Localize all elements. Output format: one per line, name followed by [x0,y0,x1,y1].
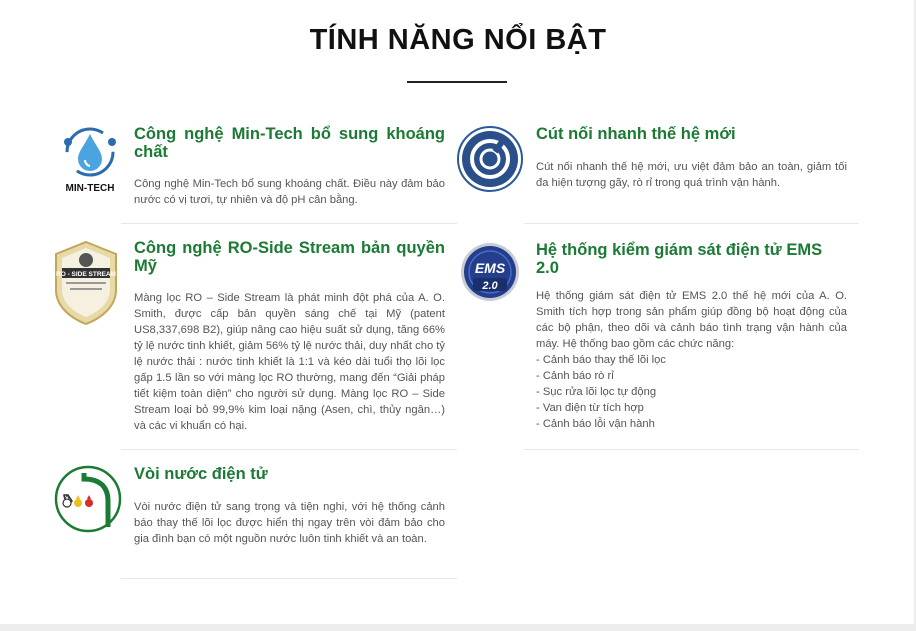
feature-title-ems: Hệ thống kiểm giám sát điện tử EMS 2.0 [536,241,823,277]
section-title: TÍNH NĂNG NỔI BẬT [309,24,607,56]
ems-2-badge-icon [460,242,520,302]
ems-badge-version: 2.0 [482,280,498,292]
min-tech-logo-text: MIN-TECH [65,183,115,194]
electronic-faucet-icon [54,465,122,533]
feature-divider [121,578,457,579]
feature-desc-faucet: Vòi nước điện tử sang trọng và tiện nghi, với hệ thống cảnh báo thay thế lõi lọc được hiển thị ngay trên vòi đảm bảo cho gia đình bạn có một nguồn nước luôn tinh khiết và an toàn. [134,501,445,545]
feature-divider [121,223,457,224]
quick-connector-icon [456,125,524,193]
feature-desc-ems: Hệ thống giám sát điện tử EMS 2.0 thế hệ mới của A. O. Smith tích hợp trong sản phẩm giúp đồng bộ hoạt động của các bộ phận, theo dõi và cảnh báo tình trạng vận hành của máy. Hệ thống bao gồm các chức năng: - Cảnh báo thay thế lõi lọc - Cảnh báo rò rỉ - Sục rửa lõi lọc tự động - Van điện từ tích hợp - Cảnh báo lỗi vận hành [536,290,847,430]
title-underline [407,81,507,83]
feature-divider [524,449,859,450]
feature-divider [121,449,457,450]
feature-title-ro-side-stream: Công nghệ RO-Side Stream bản quyền Mỹ [134,239,445,275]
feature-divider [524,223,859,224]
feature-desc-min-tech: Công nghệ Min-Tech bổ sung khoáng chất. Điều này đảm bảo nước có vị tươi, tự nhiên và độ pH cân bằng. [134,178,445,206]
min-tech-icon [56,126,124,194]
ro-side-stream-badge-icon [52,240,120,326]
feature-desc-ro-side-stream: Màng lọc RO – Side Stream là phát minh đột phá của A. O. Smith, được cấp bản quyền sáng chế tại Mỹ (patent US8,337,698 B2), giúp nâng cao hiệu suất sử dụng, tăng 66% tỷ lệ nước tinh khiết, giảm 56% tỷ lệ nước thải, duy nhất cho tỷ lệ nước thải : nước tinh khiết là 1:1 và kéo dài tuổi thọ lõi lọc gấp 1.5 lần so với màng lọc RO thường, mang đến “Giải pháp tiết kiệm toàn diện” cho người sử dụng. Màng lọc RO – Side Stream loại bỏ 99,9% kim loại nặng (Asen, chì, thủy ngân…) và các vi khuẩn có hại. [134,292,445,432]
feature-desc-quick-connector: Cút nối nhanh thế hệ mới, ưu việt đảm bảo an toàn, giảm tối đa hiện tượng gãy, rò rỉ trong quá trình vận hành. [536,161,847,189]
feature-title-min-tech: Công nghệ Min-Tech bổ sung khoáng chất [134,125,445,161]
feature-title-quick-connector: Cút nối nhanh thế hệ mới [536,125,736,143]
feature-title-faucet: Vòi nước điện tử [134,465,268,483]
ems-badge-text: EMS [474,260,506,276]
ro-badge-text: RO - SIDE STREAM [56,271,116,278]
